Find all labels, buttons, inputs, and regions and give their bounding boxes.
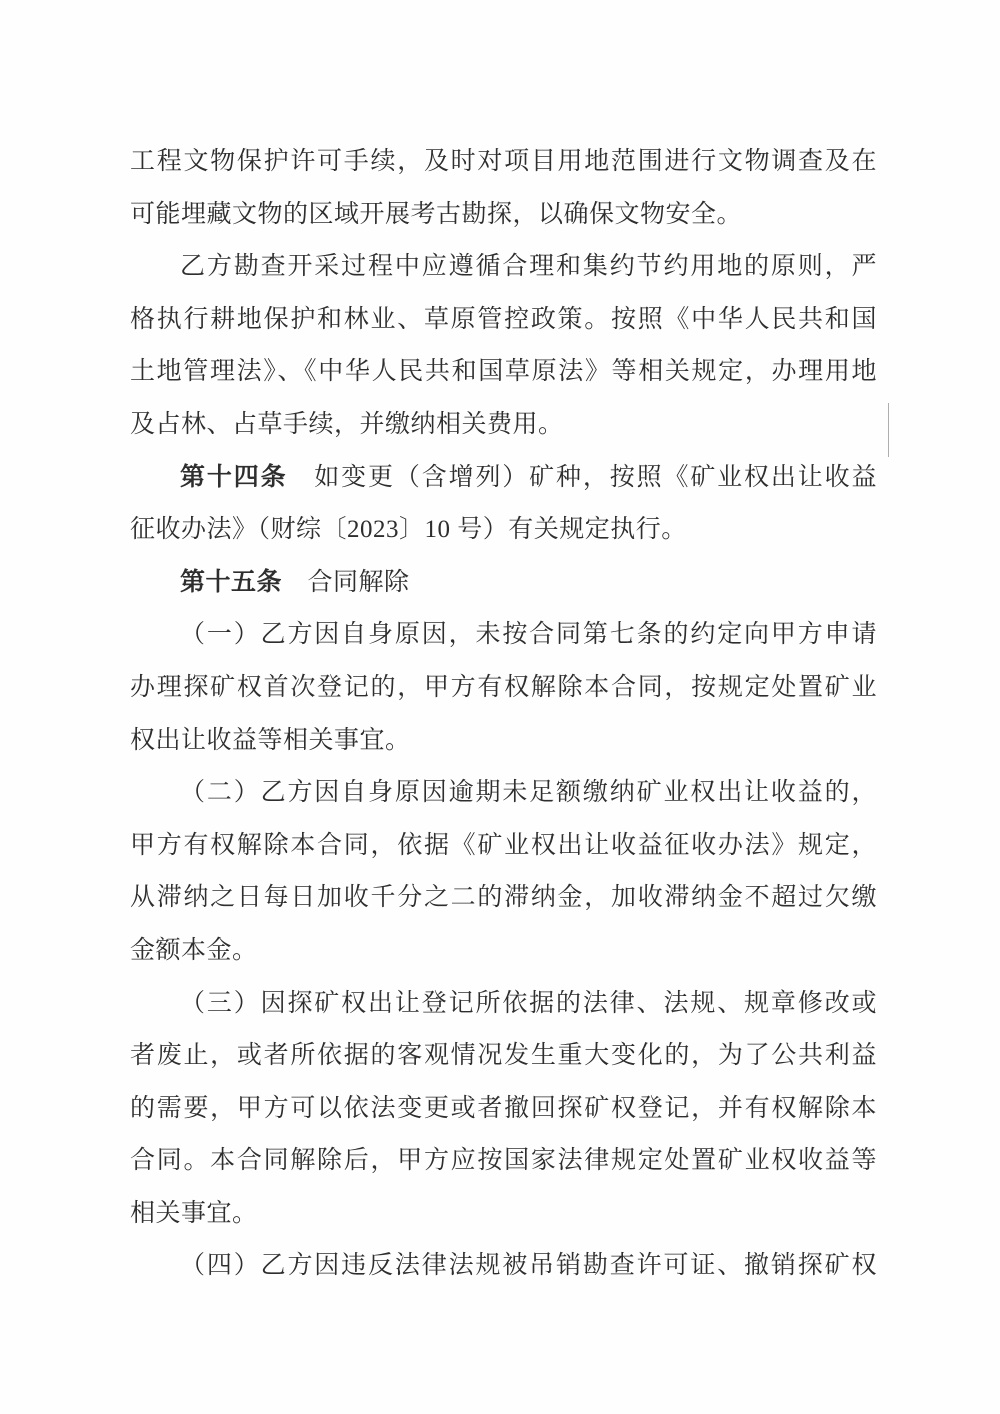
text-segment: 的需要，甲方可以依法变更或者撤回探矿权登记，并有权解除本 <box>130 1094 877 1122</box>
text-line <box>130 452 877 505</box>
clause-heading: 第十五条 <box>180 568 283 596</box>
text-line <box>130 872 877 925</box>
text-line <box>130 1030 877 1083</box>
text-line <box>130 925 877 978</box>
text-segment: 办理探矿权首次登记的，甲方有权解除本合同，按规定处置矿业 <box>130 673 877 701</box>
text-segment: （四）乙方因违反法律法规被吊销勘查许可证、撤销探矿权 <box>180 1252 877 1280</box>
text-segment: 合同解除 <box>282 568 410 596</box>
text-segment: 者废止，或者所依据的客观情况发生重大变化的，为了公共利益 <box>130 1042 877 1070</box>
text-line <box>130 609 877 662</box>
text-line <box>130 504 877 557</box>
text-line <box>130 1188 877 1241</box>
text-segment: 乙方勘查开采过程中应遵循合理和集约节约用地的原则，严 <box>180 253 877 281</box>
text-segment: 合同。本合同解除后，甲方应按国家法律规定处置矿业权收益等 <box>130 1147 877 1175</box>
text-line <box>130 820 877 873</box>
text-segment: 工程文物保护许可手续，及时对项目用地范围进行文物调查及在 <box>130 148 877 175</box>
text-line <box>130 1083 877 1136</box>
text-line <box>130 346 877 399</box>
text-line <box>130 189 877 242</box>
text-segment: 金额本金。 <box>130 936 258 964</box>
text-segment: 征收办法》（财综〔2023〕10 号）有关规定执行。 <box>130 516 687 544</box>
text-line <box>130 294 877 347</box>
text-segment: （二）乙方因自身原因逾期未足额缴纳矿业权出让收益的， <box>180 779 877 807</box>
text-segment: 可能埋藏文物的区域开展考古勘探，以确保文物安全。 <box>130 200 743 228</box>
document-body <box>130 136 877 1293</box>
text-line <box>130 978 877 1031</box>
text-segment: （三）因探矿权出让登记所依据的法律、法规、规章修改或 <box>180 989 877 1017</box>
text-segment: 如变更（含增列）矿种，按照《矿业权出让收益 <box>287 463 877 491</box>
clause-heading: 第十四条 <box>180 463 288 491</box>
text-line <box>130 662 877 715</box>
text-segment: 格执行耕地保护和林业、草原管控政策。按照《中华人民共和国 <box>130 305 877 333</box>
text-line <box>130 715 877 768</box>
scan-artifact-line <box>888 403 889 457</box>
text-line <box>130 399 877 452</box>
text-line <box>130 136 877 189</box>
text-line <box>130 557 877 610</box>
text-segment: 甲方有权解除本合同，依据《矿业权出让收益征收办法》规定， <box>130 831 877 859</box>
text-line <box>130 241 877 294</box>
text-segment: 及占林、占草手续，并缴纳相关费用。 <box>130 410 564 438</box>
text-segment: 相关事宜。 <box>130 1199 258 1227</box>
text-segment: 从滞纳之日每日加收千分之二的滞纳金，加收滞纳金不超过欠缴 <box>130 884 877 912</box>
text-line <box>130 1240 877 1293</box>
text-segment: （一）乙方因自身原因，未按合同第七条的约定向甲方申请 <box>180 621 877 649</box>
text-line <box>130 1135 877 1188</box>
text-segment: 权出让收益等相关事宜。 <box>130 726 411 754</box>
text-line <box>130 767 877 820</box>
text-segment: 土地管理法》、《中华人民共和国草原法》等相关规定，办理用地 <box>130 358 877 386</box>
